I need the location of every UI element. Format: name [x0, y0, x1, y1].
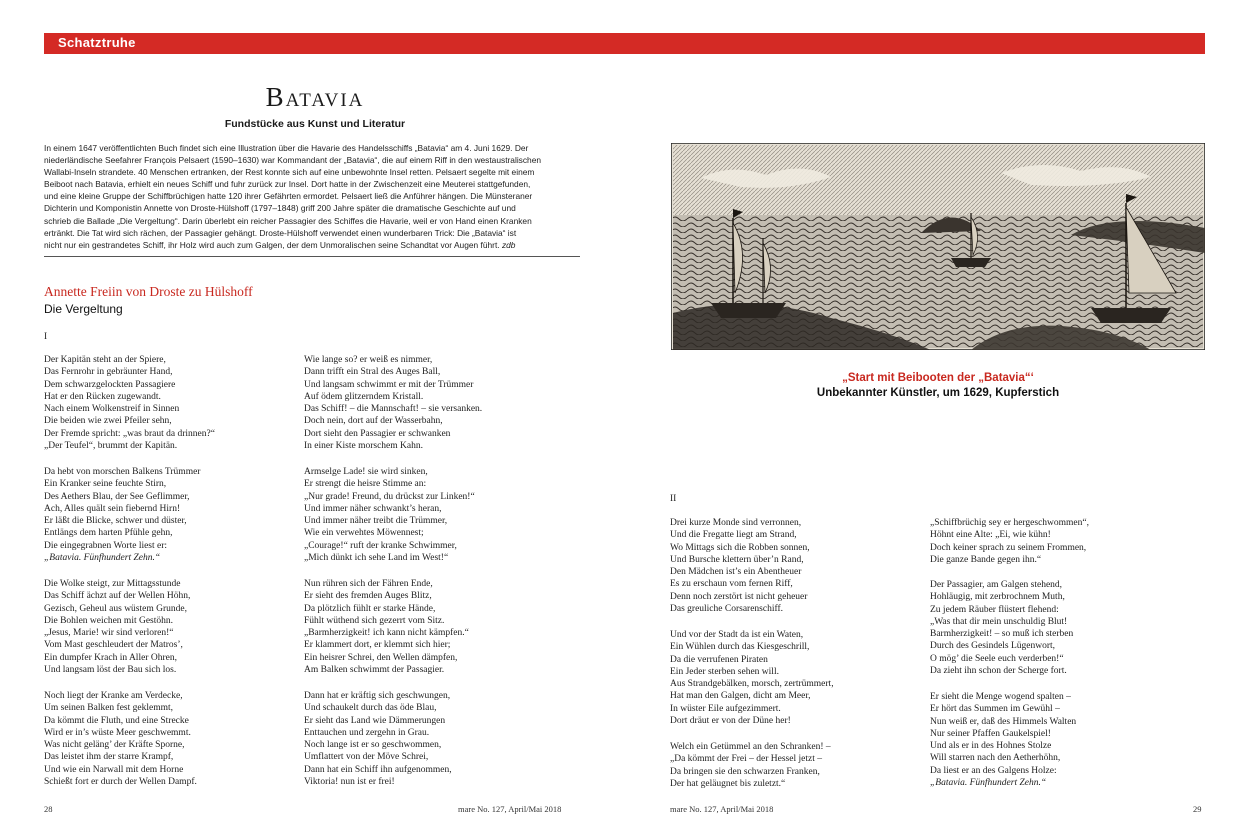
- intro-line: und eine kleine Gruppe der Schiffbrüchigen hatte 120 ihrer Gefährten ermordet. Pelsaert ließ die Anführer hängen. Die Münsteraner: [44, 191, 533, 202]
- poem-stanza: Dann hat er kräftig sich geschwungen, Und schaukelt durch das öde Blau, Er sieht das Land wie Dämmerungen Enttauchen und zergehn in Grau. Noch lange ist er so geschwommen, Umflattert von der Möve Schrei, Dann hat ein Schiff ihn aufgenommen, Viktoria! nun ist er frei!: [304, 691, 452, 788]
- poem-title: Die Vergeltung: [44, 302, 123, 316]
- intro-line: Dichterin und Komponistin Annette von Droste-Hülshoff (1797–1848) griff 200 Jahre später die dramatische Geschichte auf und: [44, 203, 516, 214]
- intro-signature: zdb: [501, 239, 516, 250]
- intro-line: niederländische Seefahrer François Pelsaert (1590–1630) war Kommandant der „Batavia“, die auf einem Riff in den westaustralischen: [44, 155, 542, 166]
- engraving-illustration: [671, 143, 1205, 350]
- page-number-left: 28: [44, 804, 53, 814]
- article-subtitle: Fundstücke aus Kunst und Literatur: [224, 118, 406, 130]
- magazine-issue-right: mare No. 127, April/Mai 2018: [670, 804, 774, 814]
- poem-stanza: Er sieht die Menge wogend spalten – Er hört das Summen im Gewühl – Nun weiß er, daß des Himmels Walten Nur seiner Pfaffen Gaukelspiel! Und als er in des Hohnes Stolze Will starren nach den Aetherhöhn, Da liest er an des Galgens Holze: „Batavia. Fünfhundert Zehn.“: [930, 692, 1077, 789]
- poem-stanza: Welch ein Getümmel an den Schranken! – „Da kömmt der Frei – der Hessel jetzt – Da bringen sie den schwarzen Franken, Der hat geläugnet bis zuletzt.“: [670, 742, 831, 789]
- poem-stanza: Die Wolke steigt, zur Mittagsstunde Das Schiff ächzt auf der Wellen Höhn, Gezisch, Geheul aus wüstem Grunde, Die Bohlen weichen mit Gestöhn. „Jesus, Marie! wir sind verloren!“ Vom Mast geschleudert der Matros’, Ein dumpfer Krach in Aller Ohren, Und langsam löst der Bau sich los.: [44, 579, 191, 676]
- figure-caption-credit: Unbekannter Künstler, um 1629, Kupferstich: [816, 387, 1060, 399]
- page-number-right: 29: [1193, 804, 1202, 814]
- intro-line: Wallabi-Inseln strandete. 40 Menschen ertranken, der Rest konnte sich auf eine unbewohnte Insel retten. Pelsaert segelte mit einem: [44, 167, 535, 178]
- poem-author: Annette Freiin von Droste zu Hülshoff: [44, 284, 253, 299]
- intro-line: In einem 1647 veröffentlichten Buch findet sich eine Illustration über die Havarie des Handelsschiffs „Batavia“ am 4. Juni 1629. Der: [44, 143, 529, 153]
- figure-caption-title: „Start mit Beibooten der „Batavia“‘: [842, 372, 1034, 384]
- poem-stanza: Armselge Lade! sie wird sinken, Er strengt die heisre Stimme an: „Nur grade! Freund, du drückst zur Linken!“ Und immer näher schwankt’s heran, Und immer näher treibt die Trümmer, Wie ein verwehtes Möwennest; „Courage!“ ruft der kranke Schwimmer, „Mich dünkt ich sehe Land im West!“: [304, 467, 475, 564]
- intro-line: schrieb die Ballade „Die Vergeltung“. Darin überlebt ein reicher Passagier des Schiffes die Havarie, weil er von Hand einen Kranken: [44, 215, 532, 226]
- magazine-issue-left: mare No. 127, April/Mai 2018: [458, 804, 562, 814]
- divider-rule: [44, 256, 580, 257]
- poem-part-number: I: [44, 332, 48, 342]
- poem-stanza: Der Kapitän steht an der Spiere, Das Fernrohr in gebräunter Hand, Dem schwarzgelockten Passagiere Hat er den Rücken zugewandt. Nach einem Wolkenstreif in Sinnen Die beiden wie zwei Pfeiler sehn, Der Fremde spricht: „was braut da drinnen?“ „Der Teufel“, brummt der Kapitän.: [44, 355, 215, 452]
- poem-stanza: Wie lange so? er weiß es nimmer, Dann trifft ein Stral des Auges Ball, Und langsam schwimmt er mit der Trümmer Auf ödem glitzerndem Kristall. Das Schiff! – die Mannschaft! – sie versanken. Doch nein, dort auf der Wasserbahn, Dort sieht den Passagier er schwanken In einer Kiste morschem Kahn.: [304, 355, 483, 452]
- poem-stanza: Da hebt von morschen Balkens Trümmer Ein Kranker seine feuchte Stirn, Des Aethers Blau, der See Geflimmer, Ach, Alles quält sein fiebernd Hirn! Er läßt die Blicke, schwer und düster, Entlängs dem harten Pfühle gehn, Die eingegrabnen Worte liest er: „Batavia. Fünfhundert Zehn.“: [44, 467, 201, 564]
- section-banner: [44, 33, 1205, 54]
- article-title: Batavia: [265, 82, 365, 112]
- poem-stanza: Nun rühren sich der Fähren Ende, Er sieht des fremden Auges Blitz, Da plötzlich fühlt er starke Hände, Fühlt wüthend sich gezerrt vom Sitz. „Barmherzigkeit! ich kann nicht kämpfen.“ Er klammert dort, er klemmt sich hier; Ein heisrer Schrei, den Wellen dämpfen, Am Balken schwimmt der Passagier.: [304, 579, 469, 676]
- poem-stanza: Der Passagier, am Galgen stehend, Hohläugig, mit zerbrochnem Muth, Zu jedem Räuber flüstert flehend: „Was that dir mein unschuldig Blut! Barmherzigkeit! – so muß ich sterben Durch des Gesindels Lügenwort, O mög’ die Seele euch verderben!“ Da zieht ihn schon der Scherge fort.: [930, 580, 1074, 677]
- poem-stanza: Und vor der Stadt da ist ein Waten, Ein Wühlen durch das Kiesgeschrill, Da die verrufenen Piraten Ein Jeder sterben sehen will. Aus Strandgebälken, morsch, zertrümmert, Hat man den Galgen, dicht am Meer, In wüster Eile aufgezimmert. Dort dräut er von der Düne her!: [670, 630, 834, 727]
- poem-stanza: Noch liegt der Kranke am Verdecke, Um seinen Balken fest geklemmt, Da kömmt die Fluth, und eine Strecke Wird er in’s wüste Meer geschwemmt. Was nicht geläng’ der Kräfte Sporne, Das leistet ihm der starre Krampf, Und wie ein Narwall mit dem Horne Schießt fort er durch der Wellen Dampf.: [44, 691, 197, 788]
- section-label: Schatztruhe: [58, 35, 136, 50]
- poem-part-number: II: [670, 494, 677, 504]
- poem-stanza: „Schiffbrüchig sey er hergeschwommen“, Höhnt eine Alte: „Ei, wie kühn! Doch keiner sprach zu seinem Frommen, Die ganze Bande gegen ihn.“: [930, 518, 1089, 565]
- poem-stanza: Drei kurze Monde sind verronnen, Und die Fregatte liegt am Strand, Wo Mittags sich die Robben sonnen, Und Bursche klettern über’n Rand, Den Mädchen ist’s ein Abentheuer Es zu erschaun vom fernen Riff, Denn noch zerstört ist nicht geheuer Das greuliche Corsarenschiff.: [670, 518, 810, 615]
- intro-line: ertränkt. Die Tat wird sich rächen, der Passagier gehängt. Droste-Hülshoff verwendet einen wunderbaren Trick: Die „Batavia“ ist: [44, 227, 517, 238]
- intro-line: nicht nur ein gestrandetes Schiff, ihr Holz wird auch zum Galgen, der dem Unmoralischen seine Schandtat vor Augen führt. zdb: [44, 239, 516, 250]
- article-intro: [44, 142, 580, 251]
- intro-line: Beiboot nach Batavia, erhielt ein neues Schiff und fuhr zurück zur Insel. Dort hatte in der Zwischenzeit eine Meuterei stattgefunden,: [44, 179, 531, 190]
